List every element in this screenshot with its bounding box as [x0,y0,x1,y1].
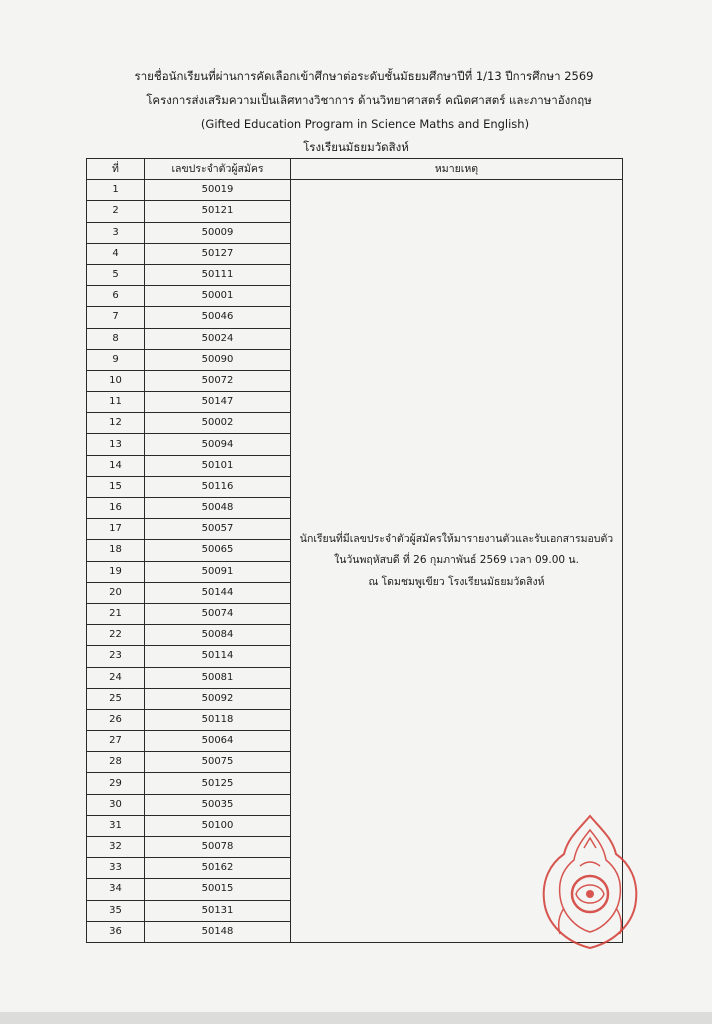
header-school-name: โรงเรียนมัธยมวัดสิงห์ [303,140,409,154]
header-program-english: (Gifted Education Program in Science Maths and English) [200,117,530,131]
table-row [87,180,623,201]
row-number: 11 [87,392,145,413]
header-program-thai: โครงการส่งเสริมความเป็นเลิศทางวิชาการ ด้านวิทยาศาสตร์ คณิตศาสตร์ และภาษาอังกฤษ [146,93,592,107]
applicant-id: 50101 [145,455,291,476]
column-header-remarks: หมายเหตุ [291,159,623,180]
row-number: 7 [87,307,145,328]
row-number: 16 [87,498,145,519]
row-number: 22 [87,625,145,646]
row-number: 21 [87,603,145,624]
applicant-id: 50144 [145,582,291,603]
row-number: 31 [87,815,145,836]
applicant-id: 50100 [145,815,291,836]
row-number: 19 [87,561,145,582]
applicant-id: 50046 [145,307,291,328]
row-number: 4 [87,243,145,264]
applicant-id: 50064 [145,731,291,752]
row-number: 28 [87,752,145,773]
row-number: 20 [87,582,145,603]
applicant-id: 50074 [145,603,291,624]
applicant-id: 50078 [145,837,291,858]
table-header-row [87,159,623,180]
applicant-id: 50081 [145,667,291,688]
applicant-id: 50015 [145,879,291,900]
applicant-id: 50127 [145,243,291,264]
remarks-line: นักเรียนที่มีเลขประจำตัวผู้สมัครให้มารายงานตัวและรับเอกสารมอบตัว [299,532,614,545]
applicant-id: 50147 [145,392,291,413]
applicant-id: 50024 [145,328,291,349]
row-number: 6 [87,286,145,307]
row-number: 23 [87,646,145,667]
row-number: 33 [87,858,145,879]
row-number: 32 [87,837,145,858]
header-title: รายชื่อนักเรียนที่ผ่านการคัดเลือกเข้าศึกษาต่อระดับชั้นมัธยมศึกษาปีที่ 1/13 ปีการศึกษา 2569 [134,69,594,83]
applicant-id: 50094 [145,434,291,455]
applicant-id: 50092 [145,688,291,709]
applicant-id: 50001 [145,286,291,307]
row-number: 25 [87,688,145,709]
applicant-id: 50072 [145,370,291,391]
row-number: 30 [87,794,145,815]
row-number: 27 [87,731,145,752]
applicant-id: 50009 [145,222,291,243]
applicant-id: 50162 [145,858,291,879]
row-number: 14 [87,455,145,476]
applicant-id: 50048 [145,498,291,519]
school-seal-stamp [520,808,660,968]
row-number: 3 [87,222,145,243]
row-number: 1 [87,180,145,201]
row-number: 13 [87,434,145,455]
remarks-line: ณ โดมชมพูเขียว โรงเรียนมัธยมวัดสิงห์ [368,575,545,588]
column-header-number: ที่ [87,159,145,180]
applicant-id: 50131 [145,900,291,921]
applicant-id: 50065 [145,540,291,561]
row-number: 26 [87,709,145,730]
applicant-id: 50091 [145,561,291,582]
scan-bottom-edge [0,1012,712,1024]
row-number: 9 [87,349,145,370]
row-number: 18 [87,540,145,561]
row-number: 29 [87,773,145,794]
row-number: 34 [87,879,145,900]
applicant-id: 50075 [145,752,291,773]
applicant-id: 50057 [145,519,291,540]
applicant-id: 50114 [145,646,291,667]
applicant-id: 50118 [145,709,291,730]
row-number: 2 [87,201,145,222]
row-number: 12 [87,413,145,434]
row-number: 17 [87,519,145,540]
applicant-id: 50035 [145,794,291,815]
row-number: 35 [87,900,145,921]
applicant-id: 50121 [145,201,291,222]
applicant-id: 50090 [145,349,291,370]
applicant-id: 50111 [145,264,291,285]
row-number: 10 [87,370,145,391]
row-number: 24 [87,667,145,688]
applicant-id: 50002 [145,413,291,434]
document-header [0,64,712,158]
applicant-id: 50084 [145,625,291,646]
row-number: 36 [87,921,145,942]
applicant-id: 50148 [145,921,291,942]
row-number: 8 [87,328,145,349]
column-header-applicant-id: เลขประจำตัวผู้สมัคร [145,159,291,180]
remarks-line: ในวันพฤหัสบดี ที่ 26 กุมภาพันธ์ 2569 เวลา 09.00 น. [334,554,579,567]
row-number: 15 [87,476,145,497]
row-number: 5 [87,264,145,285]
applicant-id: 50116 [145,476,291,497]
applicant-id: 50125 [145,773,291,794]
applicant-id: 50019 [145,180,291,201]
